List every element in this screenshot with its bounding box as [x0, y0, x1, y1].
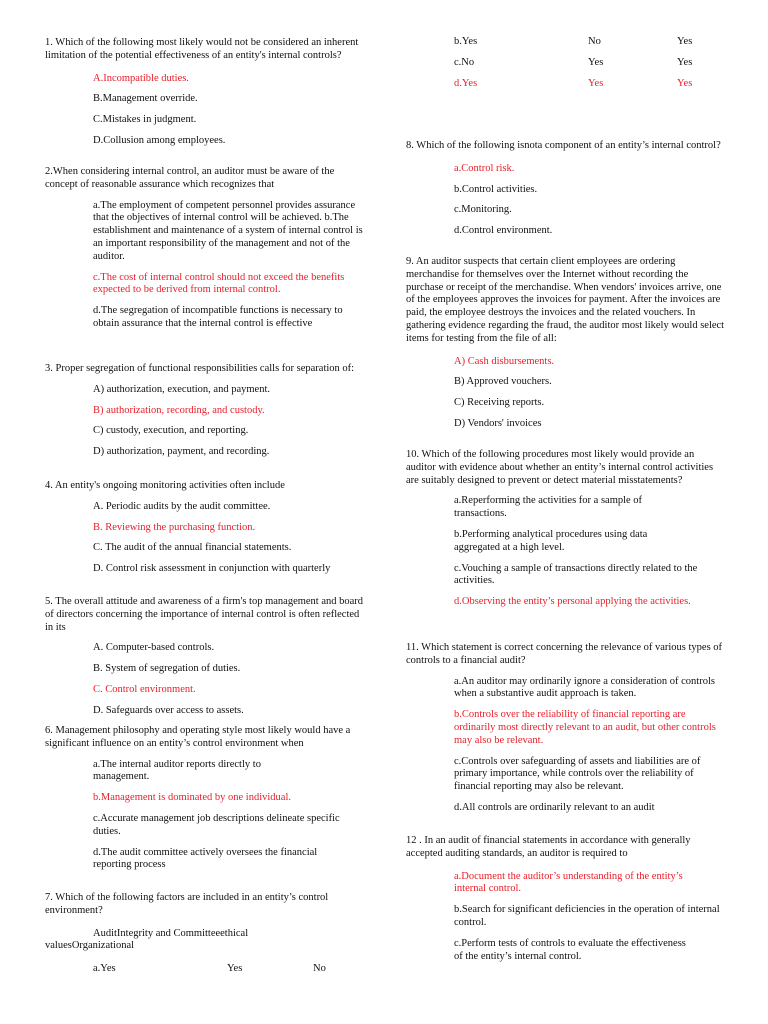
question-12	[406, 835, 726, 963]
answer-option: b.Control activities.	[454, 183, 538, 195]
row-label: b.Yes	[454, 36, 478, 47]
question-10	[406, 449, 726, 609]
q7-row-a	[93, 963, 365, 976]
question-7	[45, 892, 365, 976]
answer-option: a.Control risk.	[454, 162, 515, 174]
row-cell: Yes	[588, 56, 604, 68]
answer-option: b.Performing analytical procedures using data aggregated at a high level.	[454, 528, 648, 553]
answer-option: A. Periodic audits by the audit committee.	[93, 500, 271, 512]
answer-option: a.Document the auditor’s understanding of the entity’s internal control.	[454, 870, 683, 895]
answer-option: B) Approved vouchers.	[454, 376, 552, 388]
answer-option: a.An auditor may ordinarily ignore a consideration of controls when a substantive audit approach is taken.	[454, 675, 715, 700]
answer-option: C.Mistakes in judgment.	[93, 114, 197, 126]
answer-option: b.Management is dominated by one individual.	[93, 792, 292, 804]
answer-option: C) Receiving reports.	[454, 397, 545, 409]
row-cell: No	[313, 963, 326, 975]
question-text: 4. An entity's ongoing monitoring activities often include	[45, 480, 285, 491]
question-text: 5. The overall attitude and awareness of a firm's top management and board of directors concerning the importance of internal control is often reflected in its	[45, 596, 364, 633]
question-text: 11. Which statement is correct concerning the relevance of various types of controls to a financial audit?	[406, 642, 723, 666]
answer-option: d.Observing the entity’s personal applying the activities.	[454, 596, 691, 608]
answer-option: A.Incompatible duties.	[93, 72, 189, 84]
answer-option: B. Reviewing the purchasing function.	[93, 521, 256, 533]
q7-column-headers: AuditIntegrity and Committeeethical	[93, 927, 249, 939]
question-text: 8. Which of the following isnota component of an entity’s internal control?	[406, 140, 721, 151]
answer-option: d.All controls are ordinarily relevant to an audit	[454, 801, 655, 813]
row-cell: Yes	[588, 77, 604, 89]
answer-option: D.Collusion among employees.	[93, 134, 226, 146]
answer-option: A) Cash disbursements.	[454, 355, 555, 367]
answer-option: c.Controls over safeguarding of assets and liabilities are of primary importance, while controls over the reliability of financial reporting may also be relevant.	[454, 755, 701, 793]
answer-option: c.Monitoring.	[454, 204, 512, 216]
row-cell: Yes	[227, 963, 243, 975]
answer-option: d.Control environment.	[454, 225, 553, 237]
answer-option: b.Controls over the reliability of financial reporting are ordinarily most directly relevant to an audit, but other controls may also be relevant.	[454, 709, 716, 746]
answer-option: c.The cost of internal control should not exceed the benefits expected to be derived from internal control.	[93, 271, 345, 296]
question-5	[45, 596, 365, 718]
question-text: 7. Which of the following factors are included in an entity’s control environment?	[45, 892, 329, 916]
q7-table-continued	[454, 36, 734, 90]
answer-option: D. Safeguards over access to assets.	[93, 704, 244, 716]
question-text: 12 . In an audit of financial statements in accordance with generally accepted auditing standards, an auditor is required to	[406, 835, 691, 859]
answer-option: D) authorization, payment, and recording.	[93, 446, 270, 458]
question-text: 1. Which of the following most likely would not be considered an inherent limitation of the potential effectiveness of an entity's internal controls?	[45, 37, 359, 61]
question-1	[45, 37, 365, 148]
answer-option: a.The internal auditor reports directly to management.	[93, 758, 261, 783]
answer-option: B. System of segregation of duties.	[93, 663, 241, 675]
answer-option: C) custody, execution, and reporting.	[93, 425, 249, 437]
answer-option: D. Control risk assessment in conjunction with quarterly	[93, 563, 331, 575]
row-label: c.No	[454, 56, 475, 68]
question-3	[45, 363, 365, 459]
answer-option: C. The audit of the annual financial statements.	[93, 542, 292, 554]
question-8	[406, 140, 726, 238]
question-text: 6. Management philosophy and operating style most likely would have a significant influence on an entity’s control environment when	[45, 725, 351, 749]
answer-option: A. Computer-based controls.	[93, 642, 215, 654]
question-6	[45, 725, 365, 872]
question-2	[45, 166, 365, 331]
answer-option: c.Perform tests of controls to evaluate the effectiveness of the entity’s internal control.	[454, 937, 686, 962]
question-text: 3. Proper segregation of functional responsibilities calls for separation of:	[45, 363, 355, 374]
question-text: 10. Which of the following procedures most likely would provide an auditor with evidence about whether an entity’s internal control activities are suitably designed to prevent or detect material misstatements?	[406, 449, 714, 486]
answer-option: C. Control environment.	[93, 683, 196, 695]
answer-option: A) authorization, execution, and payment.	[93, 383, 270, 395]
answer-option: B.Management override.	[93, 93, 198, 105]
row-cell: Yes	[677, 77, 693, 89]
row-label: a.Yes	[93, 963, 116, 975]
q7-column-headers: valuesOrganizational	[45, 940, 135, 952]
row-cell: No	[588, 36, 601, 47]
answer-option: d.The segregation of incompatible functions is necessary to obtain assurance that the internal control is effective	[93, 305, 343, 329]
question-4	[45, 480, 365, 576]
answer-option: c.Vouching a sample of transactions directly related to the activities.	[454, 562, 698, 587]
answer-option: D) Vendors' invoices	[454, 417, 542, 429]
q7-row-c	[454, 57, 734, 70]
row-label: d.Yes	[454, 77, 478, 89]
answer-option: d.The audit committee actively oversees the financial reporting process	[93, 846, 318, 871]
question-text: 2.When considering internal control, an auditor must be aware of the concept of reasonable assurance which recognizes that	[45, 166, 335, 190]
question-11	[406, 642, 726, 815]
answer-option: B) authorization, recording, and custody.	[93, 404, 265, 416]
q7-row-d	[454, 78, 734, 91]
answer-option: a.Reperforming the activities for a sample of transactions.	[454, 495, 643, 520]
row-cell: Yes	[677, 56, 693, 68]
row-cell: Yes	[677, 36, 693, 47]
q7-row-b	[454, 36, 734, 49]
answer-option: b.Search for significant deficiencies in the operation of internal control.	[454, 904, 720, 928]
question-9	[406, 256, 726, 431]
answer-option: c.Accurate management job descriptions delineate specific duties.	[93, 812, 340, 837]
question-text: 9. An auditor suspects that certain client employees are ordering merchandise for themselves over the Internet without recording the purchase or receipt of the merchandise. When vendors' invoices arrive, one of the employees approves the invoices for payment. After the invoices are paid, the employee destroys the invoices and the related vouchers. In gathering evidence regarding the fraud, the auditor most likely would select items for testing from the file of all:	[406, 256, 725, 344]
answer-option: a.The employment of competent personnel provides assurance that the objectives of internal control will be achieved. b.The establishment and maintenance of a system of internal control is an important responsibility of the management and not of the auditor.	[93, 199, 363, 262]
